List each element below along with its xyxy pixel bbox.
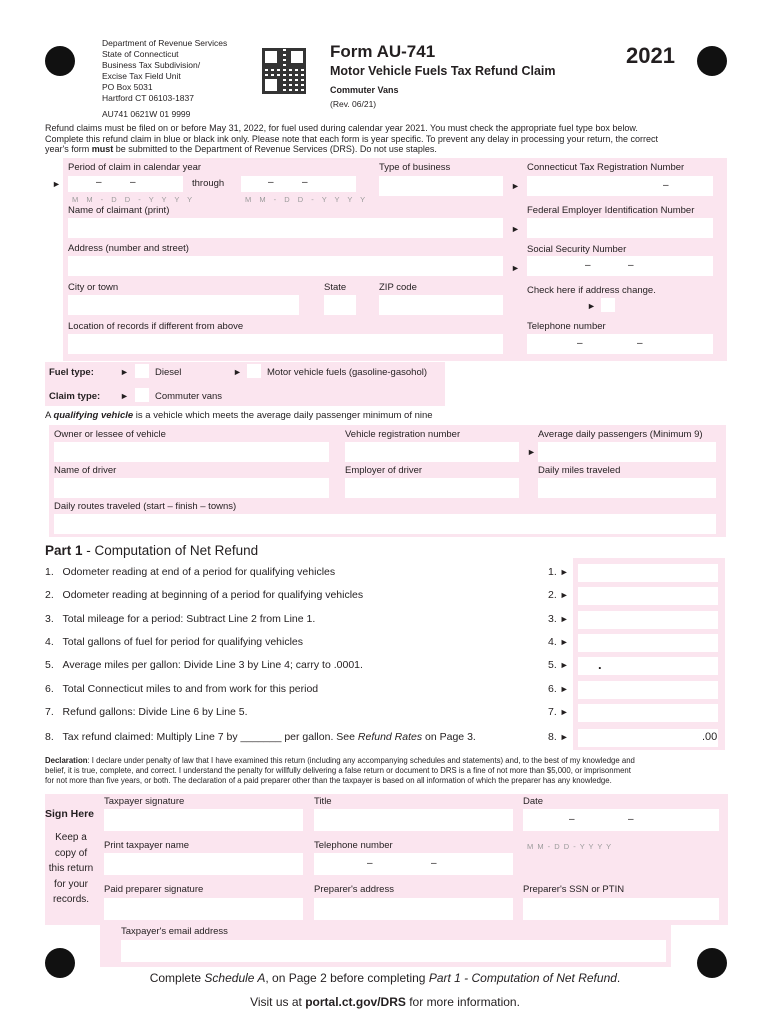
footer-website: Visit us at portal.ct.gov/DRS for more information. <box>250 995 520 1009</box>
driver-name-field[interactable] <box>54 478 329 498</box>
avg-passengers-label: Average daily passengers (Minimum 9) <box>538 429 703 440</box>
claimant-name-field[interactable] <box>68 218 503 238</box>
arrow-icon: ► <box>527 447 536 457</box>
form-title: Form AU-741 <box>330 42 436 61</box>
title-field[interactable] <box>314 809 513 831</box>
date-separator: – <box>268 177 274 188</box>
line-3-label: 3. Total mileage for a period: Subtract Line 2 from Line 1. <box>45 613 316 625</box>
line-5-ref: 5. ► <box>548 659 569 671</box>
vehicle-reg-field[interactable] <box>345 442 519 462</box>
phone-separator: – <box>577 338 583 349</box>
state-field[interactable] <box>324 295 356 315</box>
print-name-label: Print taxpayer name <box>104 840 190 851</box>
arrow-icon: ► <box>52 179 61 189</box>
type-business-label: Type of business <box>379 162 451 173</box>
line-4-label: 4. Total gallons of fuel for period for qualifying vehicles <box>45 636 304 648</box>
city-label: City or town <box>68 282 119 293</box>
line-2-amount-field[interactable] <box>578 587 718 605</box>
line-7-ref: 7. ► <box>548 706 569 718</box>
fein-label: Federal Employer Identification Number <box>527 205 695 216</box>
agency-address: Department of Revenue Services State of Connecticut Business Tax Subdivision/ Excise Tax Field Unit PO Box 5031 Hartford CT 06103-1837 <box>102 38 228 103</box>
line-6-label: 6. Total Connecticut miles to and from work for this period <box>45 683 319 695</box>
line-1-ref: 1. ► <box>548 566 569 578</box>
line-8-cents: .00 <box>702 731 718 743</box>
address-label: Address (number and street) <box>68 243 189 254</box>
arrow-icon: ► <box>511 181 520 191</box>
line-1-label: 1. Odometer reading at end of a period for qualifying vehicles <box>45 566 336 578</box>
preparer-ssn-field[interactable] <box>523 898 719 920</box>
taxpayer-signature-field[interactable] <box>104 809 303 831</box>
preparer-ssn-label: Preparer's SSN or PTIN <box>523 884 625 895</box>
part1-title: Part 1 - Computation of Net Refund <box>45 543 259 558</box>
diesel-checkbox[interactable] <box>135 364 149 378</box>
preparer-signature-field[interactable] <box>104 898 303 920</box>
line-1-amount-field[interactable] <box>578 564 718 582</box>
keep-copy-note: Keep a copy of this return for your records. <box>48 832 94 905</box>
phone-separator: – <box>367 858 373 869</box>
address-change-checkbox[interactable] <box>601 298 615 312</box>
avg-passengers-field[interactable] <box>538 442 716 462</box>
form-subtitle-commuter: Commuter Vans <box>330 85 399 95</box>
address-field[interactable] <box>68 256 503 276</box>
period-start-field[interactable] <box>68 176 183 192</box>
email-field[interactable] <box>121 940 666 962</box>
employer-label: Employer of driver <box>345 465 423 476</box>
commuter-vans-label: Commuter vans <box>155 391 223 402</box>
intro-text: Refund claims must be filed on or before May 31, 2022, for fuel used during calendar year 2021. You must check the appropriate fuel type box below. Complete this refund claim in blue or black ink only. Please note that each form is year specific. To prevent any delay in processing your return, the correct year's form must be submitted to the Department of Revenue Services (DRS). Do not use staples. <box>45 123 658 154</box>
ssn-field[interactable] <box>527 256 713 276</box>
qualifying-vehicle-definition: A qualifying vehicle is a vehicle which meets the average daily passenger minimum of nine <box>45 410 433 421</box>
revision-date: (Rev. 06/21) <box>330 99 377 109</box>
preparer-address-field[interactable] <box>314 898 513 920</box>
signature-date-field[interactable] <box>523 809 719 831</box>
fein-field[interactable] <box>527 218 713 238</box>
line-7-amount-field[interactable] <box>578 704 718 722</box>
owner-field[interactable] <box>54 442 329 462</box>
routes-field[interactable] <box>54 514 716 534</box>
ssn-separator: – <box>585 260 591 271</box>
tax-year: 2021 <box>626 43 675 68</box>
routes-label: Daily routes traveled (start – finish – towns) <box>54 501 237 512</box>
arrow-icon: ► <box>511 224 520 234</box>
arrow-icon: ► <box>120 391 129 401</box>
print-name-field[interactable] <box>104 853 303 875</box>
arrow-icon: ► <box>120 367 129 377</box>
ssn-separator: – <box>628 260 634 271</box>
gasohol-label: Motor vehicle fuels (gasoline-gasohol) <box>267 367 427 378</box>
line-6-amount-field[interactable] <box>578 681 718 699</box>
line-2-ref: 2. ► <box>548 589 569 601</box>
form-subtitle: Motor Vehicle Fuels Tax Refund Claim <box>330 64 556 78</box>
line-5-label: 5. Average miles per gallon: Divide Line 3 by Line 4; carry to .0001. <box>45 659 363 671</box>
qr-code-icon <box>262 48 306 94</box>
phone-separator: – <box>637 338 643 349</box>
gasohol-checkbox[interactable] <box>247 364 261 378</box>
city-field[interactable] <box>68 295 299 315</box>
title-label: Title <box>314 796 332 807</box>
date-label: Date <box>523 796 544 807</box>
line-6-ref: 6. ► <box>548 683 569 695</box>
commuter-vans-checkbox[interactable] <box>135 388 149 402</box>
through-label: through <box>192 178 225 189</box>
preparer-signature-label: Paid preparer signature <box>104 884 204 895</box>
footer-instruction: Complete Schedule A, on Page 2 before completing Part 1 - Computation of Net Refund. <box>149 971 621 985</box>
ct-reg-field[interactable] <box>527 176 713 196</box>
registration-mark <box>45 46 75 76</box>
email-label: Taxpayer's email address <box>121 926 228 937</box>
daily-miles-field[interactable] <box>538 478 716 498</box>
form-code: AU741 0621W 01 9999 <box>102 109 191 119</box>
line-7-label: 7. Refund gallons: Divide Line 6 by Line 5. <box>45 706 248 718</box>
fuel-type-label: Fuel type: <box>49 367 94 378</box>
phone-field[interactable] <box>527 334 713 354</box>
arrow-icon: ► <box>511 263 520 273</box>
date-format-mask: M M - D D - Y Y Y Y <box>245 195 369 204</box>
ssn-label: Social Security Number <box>527 244 627 255</box>
address-change-label: Check here if address change. <box>527 285 656 296</box>
line-4-ref: 4. ► <box>548 636 569 648</box>
reg-separator: – <box>663 180 669 191</box>
date-separator: – <box>569 814 575 825</box>
line-2-label: 2. Odometer reading at beginning of a period for qualifying vehicles <box>45 589 364 601</box>
records-location-label: Location of records if different from above <box>68 321 244 332</box>
phone-separator: – <box>431 858 437 869</box>
line-5-decimal-point: . <box>598 657 602 672</box>
claim-type-label: Claim type: <box>49 391 101 402</box>
line-8-amount-field[interactable] <box>578 729 718 747</box>
driver-name-label: Name of driver <box>54 465 117 476</box>
date-separator: – <box>96 177 102 188</box>
phone-label: Telephone number <box>527 321 606 332</box>
period-end-field[interactable] <box>241 176 356 192</box>
sign-here-label: Sign Here <box>45 808 95 820</box>
line-3-amount-field[interactable] <box>578 611 718 629</box>
daily-miles-label: Daily miles traveled <box>538 465 621 476</box>
arrow-icon: ► <box>587 301 596 311</box>
employer-field[interactable] <box>345 478 519 498</box>
line-8-ref: 8. ► <box>548 731 569 743</box>
period-label: Period of claim in calendar year <box>68 162 202 173</box>
date-separator: – <box>628 814 634 825</box>
zip-label: ZIP code <box>379 282 417 293</box>
date-format-mask: M M - D D - Y Y Y Y <box>72 195 196 204</box>
taxpayer-signature-label: Taxpayer signature <box>104 796 185 807</box>
line-4-amount-field[interactable] <box>578 634 718 652</box>
registration-mark <box>697 46 727 76</box>
diesel-label: Diesel <box>155 367 182 378</box>
type-business-field[interactable] <box>379 176 503 196</box>
declaration-text: Declaration: I declare under penalty of law that I have examined this return (including any accompanying schedules and statements) and, to the best of my knowledge and belief, it is true, complete, and correct. I understand the penalty for willfully delivering a false return or document to DRS is a fine of not more than $5,000, or imprisonment for not more than five years, or both. The declaration of a paid preparer other than the taxpayer is based on all information of which the preparer has any knowledge. <box>45 756 635 785</box>
date-separator: – <box>302 177 308 188</box>
line-3-ref: 3. ► <box>548 613 569 625</box>
ct-reg-label: Connecticut Tax Registration Number <box>527 162 685 173</box>
vehicle-reg-label: Vehicle registration number <box>345 429 461 440</box>
zip-field[interactable] <box>379 295 503 315</box>
claimant-name-label: Name of claimant (print) <box>68 205 170 216</box>
taxpayer-phone-field[interactable] <box>314 853 513 875</box>
arrow-icon: ► <box>233 367 242 377</box>
date-separator: – <box>130 177 136 188</box>
owner-label: Owner or lessee of vehicle <box>54 429 166 440</box>
date-format-mask: M M - D D - Y Y Y Y <box>527 842 613 851</box>
state-label: State <box>324 282 347 293</box>
records-location-field[interactable] <box>68 334 503 354</box>
taxpayer-phone-label: Telephone number <box>314 840 393 851</box>
preparer-address-label: Preparer's address <box>314 884 394 895</box>
line-8-label: 8. Tax refund claimed: Multiply Line 7 by _______ per gallon. See Refund Rates on Page 3. <box>45 731 476 743</box>
